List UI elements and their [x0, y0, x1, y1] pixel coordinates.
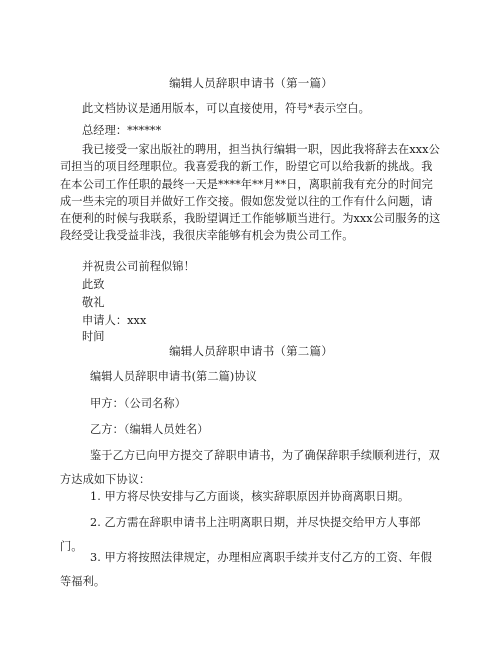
- clause-1: 1. 甲方将尽快安排与乙方面谈，核实辞职原因并协商离职日期。: [90, 490, 410, 503]
- party-b-line: 乙方：（编辑人员姓名）: [90, 423, 209, 436]
- applicant-line: 申请人：xxx: [82, 314, 147, 327]
- section1-title: 编辑人员辞职申请书（第一篇）: [169, 76, 333, 90]
- clause-3: 3. 甲方将按照法律规定，办理相应离职手续并支付乙方的工资、年假等福利。: [60, 551, 432, 588]
- section2-title: 编辑人员辞职申请书（第二篇）: [169, 344, 333, 358]
- agreement-heading: 编辑人员辞职申请书(第二篇)协议: [90, 370, 257, 383]
- intro-line: 此文档协议是通用版本，可以直接使用，符号*表示空白。: [82, 102, 370, 115]
- salutation-line: 总经理：******: [82, 124, 162, 137]
- party-a-line: 甲方：（公司名称）: [90, 397, 186, 410]
- time-line: 时间: [82, 330, 105, 343]
- wish-line: 并祝贵公司前程似锦！: [82, 260, 195, 273]
- clause-2: 2. 乙方需在辞职申请书上注明离职日期，并尽快提交给甲方人事部门。: [60, 516, 421, 553]
- closing-line-2: 敬礼: [82, 296, 105, 309]
- agreement-preamble: 鉴于乙方已向甲方提交了辞职申请书，为了确保辞职手续顺利进行，双方达成如下协议：: [60, 449, 440, 486]
- resignation-body: 我已接受一家出版社的聘用，担当执行编辑一职，因此我将辞去在xxx公司担当的项目经理职位。我喜爱我的新工作，盼望它可以给我新的挑战。我在本公司工作任职的最终一天是****年**月**日，离职前我有充分的时间完成一些未完的项目并做好工作交接。假如您发觉以往的工作有什么问题，请在便利的时候与我联系，我盼望调迁工作能够顺当进行。为xxx公司服务的这段经受让我受益非浅，我很庆幸能够有机会为贵公司工作。: [60, 143, 441, 243]
- closing-line-1: 此致: [82, 278, 105, 291]
